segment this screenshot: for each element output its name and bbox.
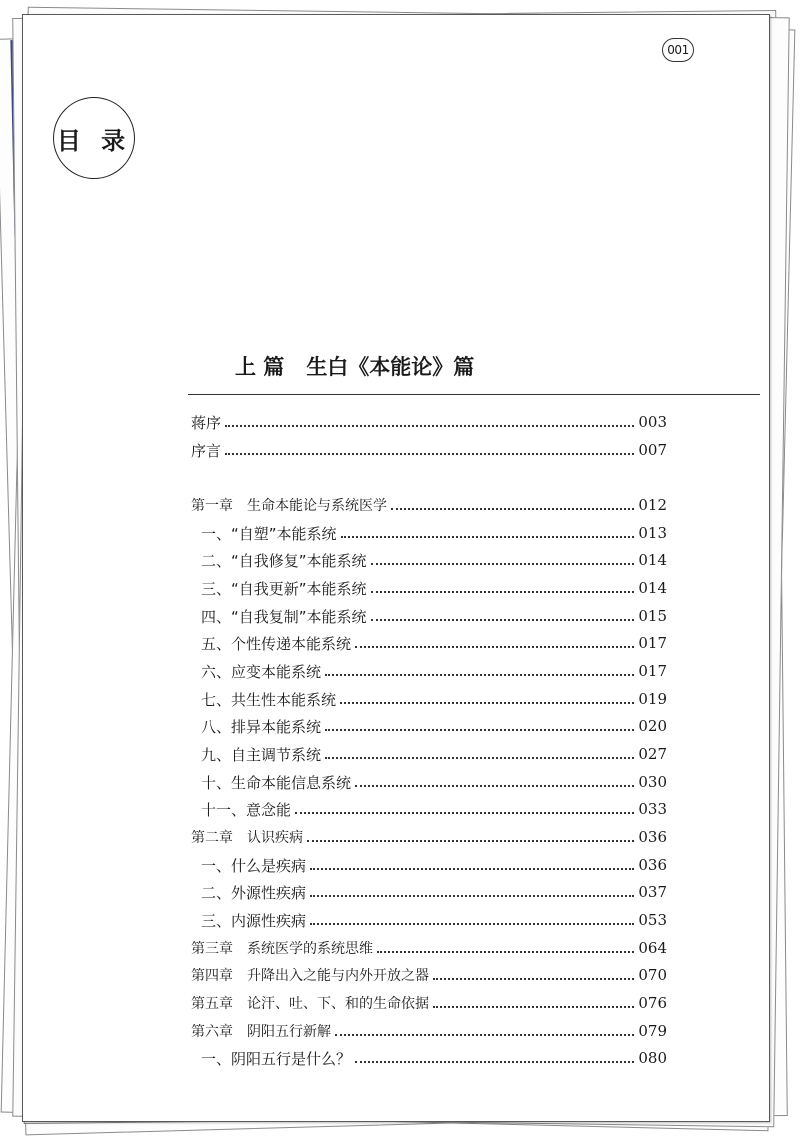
toc-entry-label: 第四章 升降出入之能与内外开放之器 bbox=[191, 968, 429, 984]
toc-entry-chapter-3[interactable] bbox=[191, 935, 667, 961]
toc-page bbox=[22, 14, 770, 1122]
divider bbox=[188, 394, 760, 395]
toc-entry-page: 007 bbox=[638, 441, 667, 459]
leader-dots bbox=[325, 756, 634, 759]
toc-entry-page: 014 bbox=[638, 579, 667, 597]
toc-entry-label: 三、内源性疾病 bbox=[201, 911, 307, 930]
toc-entry-page: 030 bbox=[638, 773, 667, 791]
toc-entry-section[interactable] bbox=[201, 713, 667, 739]
leader-dots bbox=[340, 701, 634, 704]
part-name: 生白《本能论》篇 bbox=[306, 355, 475, 379]
leader-dots bbox=[310, 922, 634, 925]
leader-dots bbox=[310, 894, 634, 897]
toc-entry-section[interactable] bbox=[201, 547, 667, 573]
toc-entry-page: 020 bbox=[638, 717, 667, 735]
toc-entry-label: 四、“自我复制”本能系统 bbox=[201, 607, 367, 626]
leader-dots bbox=[225, 424, 634, 427]
toc-entry-section[interactable] bbox=[201, 796, 667, 822]
leader-dots bbox=[391, 507, 634, 510]
toc-entry-label: 一、阴阳五行是什么？ bbox=[201, 1049, 352, 1068]
leader-dots bbox=[325, 673, 634, 676]
toc-entry-label: 六、应变本能系统 bbox=[201, 662, 322, 681]
toc-entry-label: 二、外源性疾病 bbox=[201, 883, 307, 902]
toc-entry-label: 一、什么是疾病 bbox=[201, 856, 307, 875]
toc-entry-label: 五、个性传递本能系统 bbox=[201, 634, 352, 653]
toc-entry-label: 十、生命本能信息系统 bbox=[201, 773, 352, 792]
toc-entry-section[interactable] bbox=[201, 603, 667, 629]
toc-entry-label: 第六章 阴阳五行新解 bbox=[191, 1024, 331, 1040]
leader-dots bbox=[377, 950, 634, 953]
toc-entry-label: 第二章 认识疾病 bbox=[191, 830, 303, 846]
leader-dots bbox=[325, 728, 634, 731]
toc-entry-page: 036 bbox=[638, 856, 667, 874]
leader-dots bbox=[371, 618, 635, 621]
toc-entry-section[interactable] bbox=[201, 907, 667, 933]
toc-entry-section[interactable] bbox=[201, 520, 667, 546]
toc-entry-section[interactable] bbox=[201, 686, 667, 712]
toc-entry-label: 第五章 论汗、吐、下、和的生命依据 bbox=[191, 996, 429, 1012]
leader-dots bbox=[433, 977, 634, 980]
leader-dots bbox=[371, 562, 635, 565]
toc-entry-label: 十一、意念能 bbox=[201, 800, 292, 819]
leader-dots bbox=[355, 645, 634, 648]
toc-entry-chapter-1[interactable] bbox=[191, 492, 667, 518]
toc-entry-page: 036 bbox=[638, 828, 667, 846]
leader-dots bbox=[225, 452, 634, 455]
part-title bbox=[235, 351, 474, 381]
toc-entry-page: 027 bbox=[638, 745, 667, 763]
leader-dots bbox=[307, 839, 634, 842]
toc-entry-label: 第一章 生命本能论与系统医学 bbox=[191, 498, 387, 514]
leader-dots bbox=[335, 1033, 634, 1036]
toc-entry-page: 003 bbox=[638, 413, 667, 431]
toc-entry-page: 070 bbox=[638, 966, 667, 984]
toc-entry-page: 053 bbox=[638, 911, 667, 929]
toc-entry-preface[interactable] bbox=[191, 437, 667, 463]
toc-entry-page: 014 bbox=[638, 551, 667, 569]
toc-entry-label: 三、“自我更新”本能系统 bbox=[201, 579, 367, 598]
toc-entry-page: 017 bbox=[638, 662, 667, 680]
toc-entry-section[interactable] bbox=[201, 658, 667, 684]
page-number: 001 bbox=[662, 38, 694, 62]
toc-entry-label: 九、自主调节系统 bbox=[201, 745, 322, 764]
leader-dots bbox=[371, 590, 635, 593]
toc-entry-page: 037 bbox=[638, 883, 667, 901]
toc-entry-chapter-4[interactable] bbox=[191, 962, 667, 988]
leader-dots bbox=[355, 1060, 634, 1063]
toc-entry-section[interactable] bbox=[201, 769, 667, 795]
toc-entry-label: 一、“自塑”本能系统 bbox=[201, 524, 337, 543]
toc-entry-label: 序言 bbox=[191, 441, 222, 460]
toc-entry-section[interactable] bbox=[201, 630, 667, 656]
leader-dots bbox=[310, 867, 634, 870]
toc-entry-label: 蒋序 bbox=[191, 413, 222, 432]
toc-entry-page: 015 bbox=[638, 607, 667, 625]
toc-entry-section[interactable] bbox=[201, 1045, 667, 1071]
leader-dots bbox=[433, 1005, 634, 1008]
toc-entry-label: 八、排异本能系统 bbox=[201, 717, 322, 736]
toc-entry-page: 019 bbox=[638, 690, 667, 708]
toc-entry-section[interactable] bbox=[201, 879, 667, 905]
toc-entry-page: 013 bbox=[638, 524, 667, 542]
toc-entry-page: 033 bbox=[638, 800, 667, 818]
toc-entry-section[interactable] bbox=[201, 852, 667, 878]
toc-entry-page: 012 bbox=[638, 496, 667, 514]
toc-entry-page: 079 bbox=[638, 1022, 667, 1040]
toc-entry-section[interactable] bbox=[201, 575, 667, 601]
toc-heading: 目 录 bbox=[53, 97, 135, 179]
toc-entry-chapter-5[interactable] bbox=[191, 990, 667, 1016]
toc-entry-chapter-6[interactable] bbox=[191, 1018, 667, 1044]
toc-entry-preface-jiang[interactable] bbox=[191, 409, 667, 435]
toc-entry-page: 076 bbox=[638, 994, 667, 1012]
toc-entry-page: 080 bbox=[638, 1049, 667, 1067]
toc-entry-chapter-2[interactable] bbox=[191, 824, 667, 850]
toc-entry-section[interactable] bbox=[201, 741, 667, 767]
part-label: 上 篇 bbox=[235, 355, 285, 379]
leader-dots bbox=[341, 535, 635, 538]
leader-dots bbox=[295, 811, 634, 814]
toc-entry-label: 七、共生性本能系统 bbox=[201, 690, 337, 709]
toc-entry-page: 017 bbox=[638, 634, 667, 652]
toc-entry-label: 二、“自我修复”本能系统 bbox=[201, 551, 367, 570]
leader-dots bbox=[355, 784, 634, 787]
toc-entry-page: 064 bbox=[638, 939, 667, 957]
toc-entry-label: 第三章 系统医学的系统思维 bbox=[191, 941, 373, 957]
